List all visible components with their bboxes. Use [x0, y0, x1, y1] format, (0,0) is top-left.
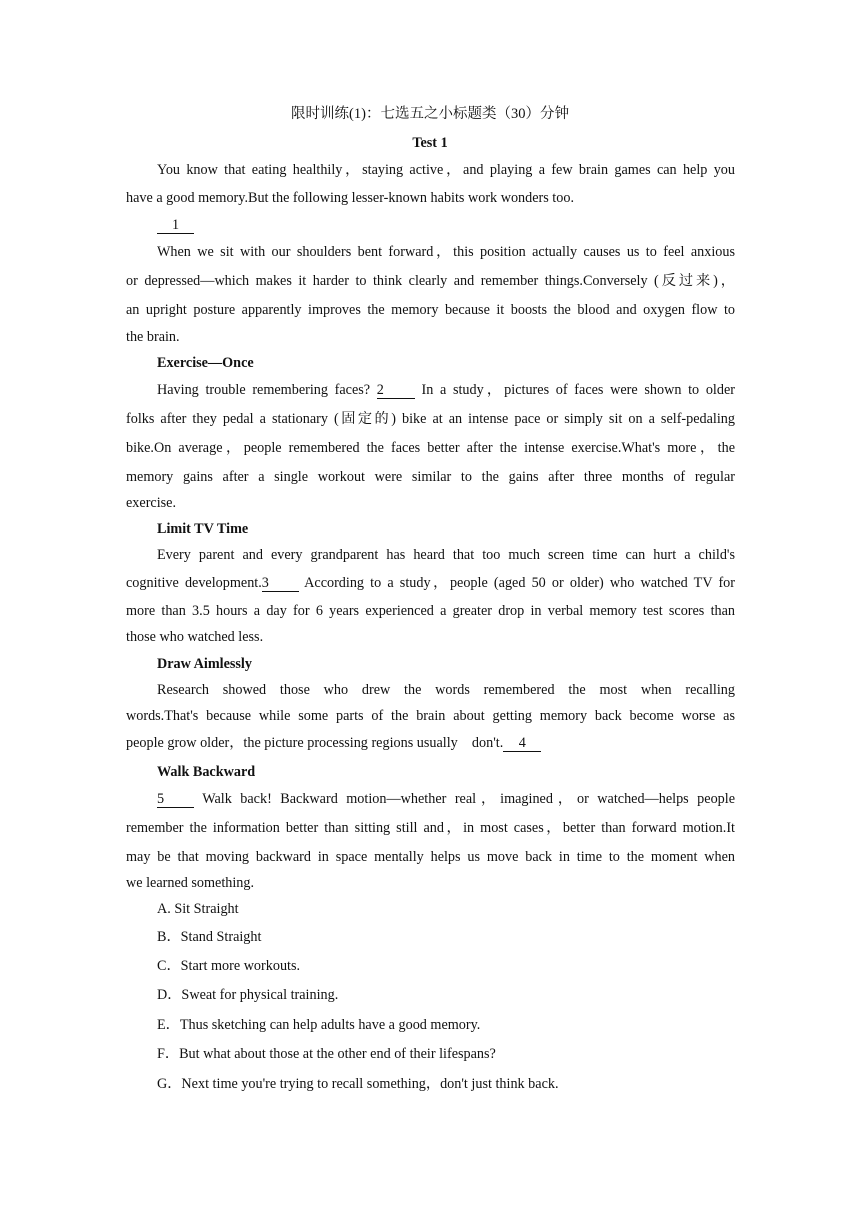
intro-line-1: You know that eating healthily，staying active，and playing a few brain games can help you — [157, 162, 735, 178]
answer-blank-2[interactable]: 2 — [377, 383, 415, 399]
option-c: C．Start more workouts. — [157, 958, 301, 974]
para3-line-3: more than 3.5 hours a day for 6 years experienced a greater drop in verbal memory test scores than — [126, 603, 735, 619]
test-label: Test 1 — [412, 135, 448, 151]
heading-exercise: Exercise—Once — [157, 355, 254, 371]
answer-blank-5[interactable]: 5 — [157, 792, 194, 808]
para3-line-2 — [126, 574, 735, 592]
answer-blank-4[interactable]: 4 — [503, 736, 541, 752]
para2-line-1 — [157, 381, 735, 399]
para2-line-1-pre: Having trouble remembering faces? — [157, 382, 377, 398]
para1-line-4: the brain. — [126, 329, 180, 345]
option-g: G．Next time you're trying to recall something，don't just think back. — [157, 1076, 559, 1092]
option-b: B．Stand Straight — [157, 929, 262, 945]
answer-blank-3[interactable]: 3 — [262, 576, 299, 592]
para2-line-3: bike.On average，people remembered the faces better after the intense exercise.What's more，the — [126, 440, 735, 456]
para5-line-4: we learned something. — [126, 875, 255, 891]
option-a: A. Sit Straight — [157, 901, 239, 917]
document-title: 限时训练(1)：七选五之小标题类（30）分钟 — [291, 106, 569, 122]
intro-line-2: have a good memory.But the following lesser-known habits work wonders too. — [126, 190, 574, 206]
option-e: E．Thus sketching can help adults have a good memory. — [157, 1017, 481, 1033]
para3-line-1: Every parent and every grandparent has heard that too much screen time can hurt a child's — [157, 547, 735, 563]
para3-line-2-post: According to a study，people (aged 50 or older) who watched TV for — [298, 575, 735, 591]
para1-line-1: When we sit with our shoulders bent forward，this position actually causes us to feel anxious — [157, 244, 735, 260]
para4-line-2: words.That's because while some parts of the brain about getting memory back become worse as — [126, 708, 735, 724]
para5-line-3: may be that moving backward in space mentally helps us move back in time to the moment when — [126, 849, 735, 865]
heading-limit-tv: Limit TV Time — [157, 521, 249, 537]
para1-line-3: an upright posture apparently improves the memory because it boosts the blood and oxygen flow to — [126, 302, 735, 318]
para2-line-4: memory gains after a single workout were similar to the gains after three months of regular — [126, 469, 735, 485]
answer-blank-1[interactable]: 1 — [157, 218, 194, 234]
para2-line-5: exercise. — [126, 495, 177, 511]
option-f: F．But what about those at the other end of their lifespans? — [157, 1046, 496, 1062]
para4-line-3-pre: people grow older，the picture processing regions usually don't. — [126, 735, 504, 751]
para3-line-2-pre: cognitive development. — [126, 575, 262, 591]
para4-line-3 — [126, 734, 735, 752]
heading-draw-aimlessly: Draw Aimlessly — [157, 656, 252, 672]
option-d: D．Sweat for physical training. — [157, 987, 339, 1003]
para1-line-2: or depressed—which makes it harder to think clearly and remember things.Conversely (反过来)， — [126, 273, 735, 289]
para3-line-4: those who watched less. — [126, 629, 264, 645]
para5-line-2: remember the information better than sitting still and，in most cases，better than forward motion.It — [126, 820, 735, 836]
para2-line-1-post: In a study，pictures of faces were shown to older — [414, 382, 735, 398]
para5-line-1-post: Walk back! Backward motion—whether real，imagined，or watched—helps people — [194, 791, 735, 807]
para5-line-1 — [157, 790, 735, 808]
heading-walk-backward: Walk Backward — [157, 764, 256, 780]
para4-line-1: Research showed those who drew the words remembered the most when recalling — [157, 682, 735, 698]
para2-line-2: folks after they pedal a stationary (固定的) bike at an intense pace or simply sit on a self-pedaling — [126, 411, 735, 427]
blank-1-line — [157, 216, 735, 234]
